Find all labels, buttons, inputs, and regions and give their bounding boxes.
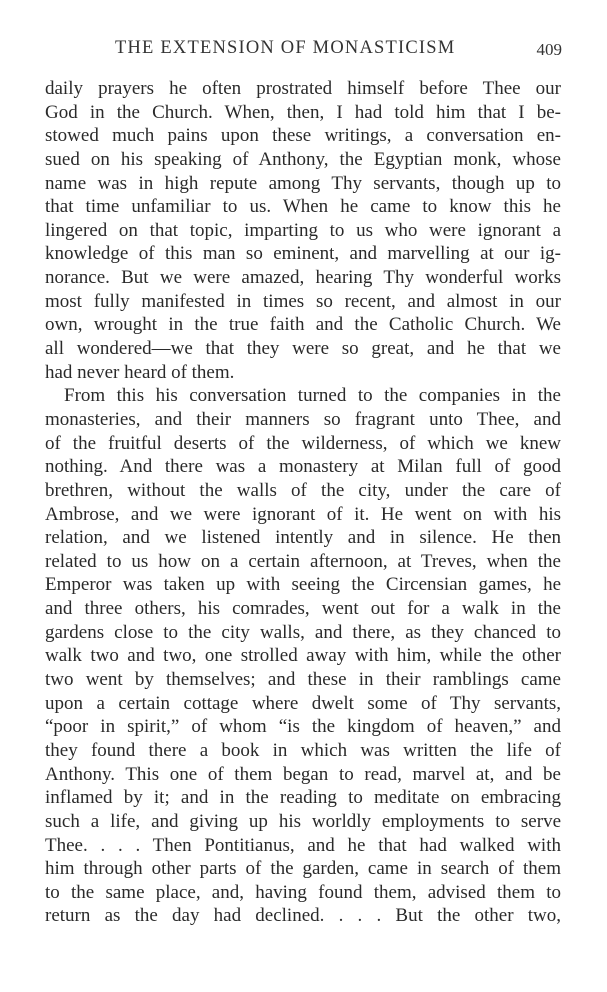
text-line: him through other parts of the garden, came in search of them bbox=[45, 858, 561, 880]
text-line: that time unfamiliar to us. When he came to know this he bbox=[45, 196, 561, 218]
text-line: upon a certain cottage where dwelt some of Thy servants, bbox=[45, 692, 561, 714]
text-line: return as the day had declined. . . . But the other two, bbox=[45, 905, 561, 927]
page-number: 409 bbox=[536, 40, 562, 59]
text-line: and three others, his comrades, went out for a walk in the bbox=[45, 598, 561, 620]
text-line: related to us how on a certain afternoon, at Treves, when the bbox=[45, 550, 561, 572]
running-head bbox=[45, 38, 562, 64]
text-line: lingered on that topic, imparting to us who were ignorant a bbox=[45, 219, 561, 241]
text-line: norance. But we were amazed, hearing Thy wonderful works bbox=[45, 267, 561, 289]
body-text bbox=[45, 77, 561, 928]
text-line: Ambrose, and we were ignorant of it. He went on with his bbox=[45, 503, 561, 525]
text-line: nothing. And there was a monastery at Milan full of good bbox=[45, 456, 561, 478]
running-title: THE EXTENSION OF MONASTICISM bbox=[115, 38, 456, 58]
text-line: sued on his speaking of Anthony, the Egyptian monk, whose bbox=[45, 148, 561, 170]
text-line: “poor in spirit,” of whom “is the kingdom of heaven,” and bbox=[45, 716, 561, 738]
text-line: From this his conversation turned to the companies in the bbox=[64, 385, 561, 407]
text-line: daily prayers he often prostrated himself before Thee our bbox=[45, 78, 561, 99]
text-line: two went by themselves; and these in their ramblings came bbox=[45, 669, 561, 691]
text-line: such a life, and giving up his worldly employments to serve bbox=[45, 810, 561, 832]
text-line: relation, and we listened intently and in silence. He then bbox=[45, 527, 561, 549]
paragraph-2 bbox=[45, 384, 561, 928]
text-line: Emperor was taken up with seeing the Circensian games, he bbox=[45, 574, 561, 596]
text-line: had never heard of them. bbox=[45, 361, 235, 383]
text-line: Thee. . . . Then Pontitianus, and he that had walked with bbox=[45, 834, 561, 856]
text-line: stowed much pains upon these writings, a conversation en- bbox=[45, 125, 561, 147]
text-line: brethren, without the walls of the city, under the care of bbox=[45, 479, 561, 501]
text-line: Anthony. This one of them began to read, marvel at, and be bbox=[45, 763, 561, 785]
text-line: own, wrought in the true faith and the Catholic Church. We bbox=[45, 314, 561, 336]
text-line: name was in high repute among Thy servants, though up to bbox=[45, 172, 561, 194]
text-line: walk two and two, one strolled away with him, while the other bbox=[45, 645, 561, 667]
text-line: all wondered—we that they were so great, and he that we bbox=[45, 338, 561, 360]
text-line: monasteries, and their manners so fragrant unto Thee, and bbox=[45, 408, 561, 430]
text-line: they found there a book in which was written the life of bbox=[45, 739, 561, 761]
text-line: to the same place, and, having found them, advised them to bbox=[45, 881, 561, 903]
text-line: most fully manifested in times so recent, and almost in our bbox=[45, 290, 561, 312]
text-line: inflamed by it; and in the reading to meditate on embracing bbox=[45, 787, 561, 809]
paragraph-1 bbox=[45, 77, 561, 384]
text-line: of the fruitful deserts of the wilderness, of which we knew bbox=[45, 432, 561, 454]
text-line: gardens close to the city walls, and there, as they chanced to bbox=[45, 621, 561, 643]
text-line: God in the Church. When, then, I had told him that I be- bbox=[45, 101, 561, 123]
text-line: knowledge of this man so eminent, and marvelling at our ig- bbox=[45, 243, 561, 265]
